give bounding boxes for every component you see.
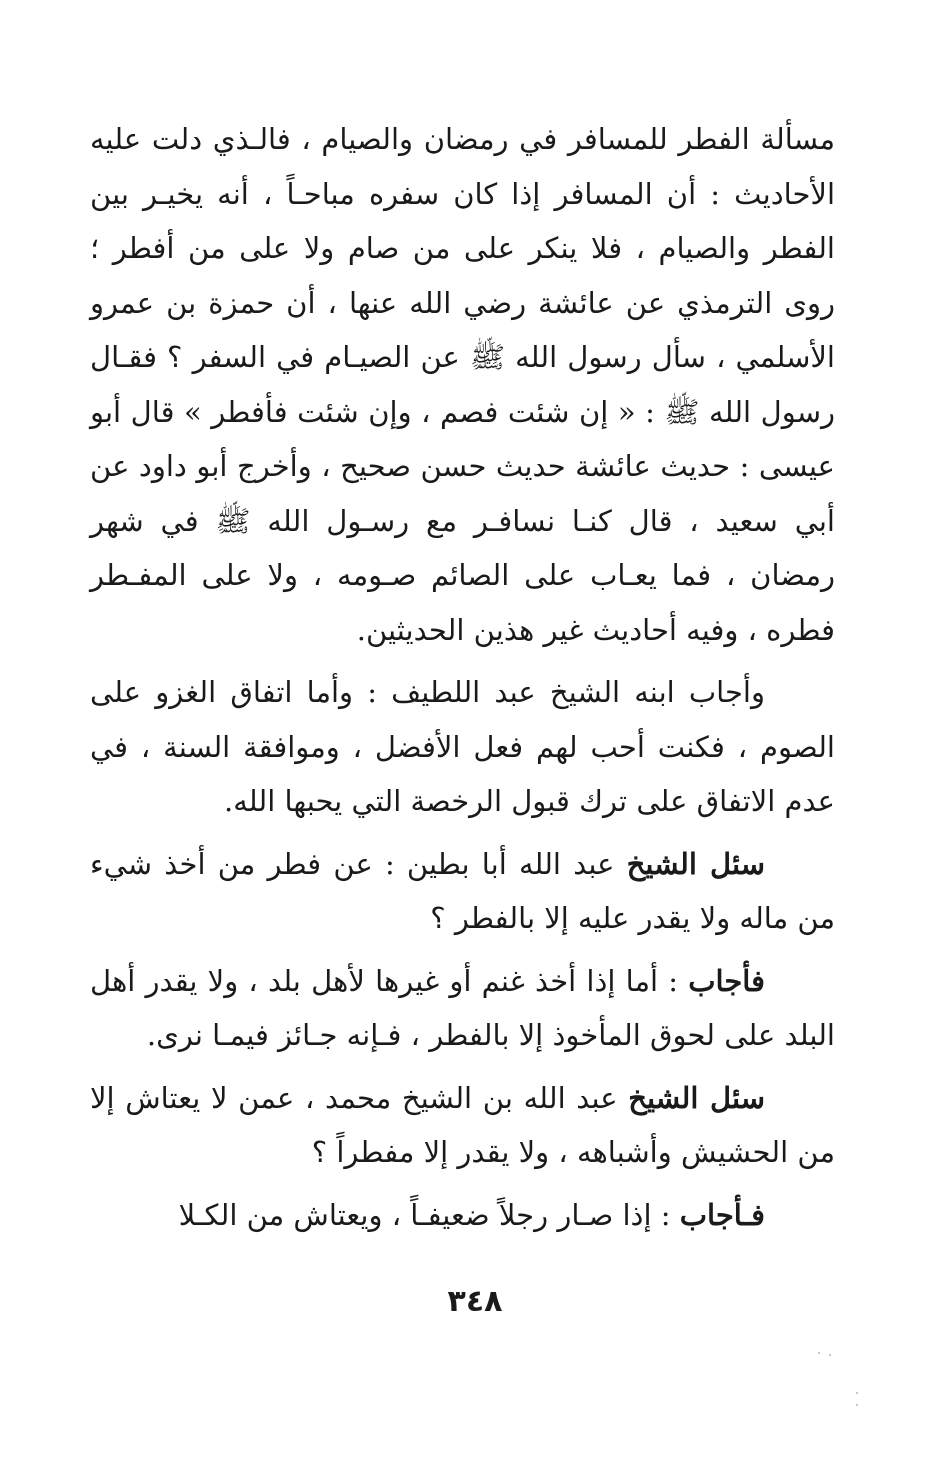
paragraph-answer-abdullatif (90, 665, 835, 829)
page-body (90, 112, 835, 1242)
page-number: ٣٤٨ (447, 1284, 503, 1319)
paragraph-text: : أما إذا أخذ غنم أو غيرها لأهل بلد ، ولا يقدر أهل البلد على لحوق المأخوذ إلا بالفطر ، فـإنه جـائز فيمـا نرى. (90, 963, 835, 1052)
question-lead: سئل الشيخ (626, 846, 765, 881)
scan-speck (856, 1392, 858, 1394)
paragraph-text: : إذا صـار رجلاً ضعيفـاً ، ويعتاش من الكـلا (178, 1197, 680, 1232)
paragraph-text: عبد الله أبا بطين : عن فطر من أخذ شيء من ماله ولا يقدر عليه إلا بالفطر ؟ (90, 846, 835, 935)
paragraph-text: عبد الله بن الشيخ محمد ، عمن لا يعتاش إلا من الحشيش وأشباهه ، ولا يقدر إلا مفطراً ؟ (90, 1080, 835, 1169)
scan-speck (856, 1404, 858, 1406)
scan-speck (829, 1354, 831, 1356)
paragraph-fatwa-travel-fasting (90, 112, 835, 657)
answer-lead: فأجاب (688, 963, 765, 998)
answer-lead: فـأجاب (679, 1197, 765, 1232)
paragraph-answer-abdullah-muhammad (90, 1188, 835, 1243)
paragraph-text: مسألة الفطر للمسافر في رمضان والصيام ، فالـذي دلت عليه الأحاديث : أن المسافر إذا كان سفره مباحـاً ، أنه يخيـر بين الفطر والصيام ، فلا ينكر على من صام ولا على من أفطر ؛ روى الترمذي عن عائشة رضي الله عنها ، أن حمزة بن عمرو الأسلمي ، سأل رسول الله ﷺ عن الصيـام في السفر ؟ فقـال رسول الله ﷺ : « إن شئت فصم ، وإن شئت فأفطر » قال أبو عيسى : حديث عائشة حديث حسن صحيح ، وأخرج أبو داود عن أبي سعيد ، قال كنـا نسافـر مع رسـول الله ﷺ في شهر رمضان ، فما يعـاب على الصائم صـومه ، ولا على المفـطر فطره ، وفيه أحاديث غير هذين الحديثين. (90, 122, 835, 647)
paragraph-answer-aba-butain (90, 954, 835, 1063)
paragraph-text: وأجاب ابنه الشيخ عبد اللطيف : وأما اتفاق الغزو على الصوم ، فكنت أحب لهم فعل الأفضل ، وموافقة السنة ، في عدم الاتفاق على ترك قبول الرخصة التي يحبها الله. (90, 675, 835, 818)
paragraph-question-aba-butain (90, 837, 835, 946)
question-lead: سئل الشيخ (628, 1080, 766, 1115)
scan-speck (818, 1352, 820, 1354)
paragraph-question-abdullah-muhammad (90, 1071, 835, 1180)
